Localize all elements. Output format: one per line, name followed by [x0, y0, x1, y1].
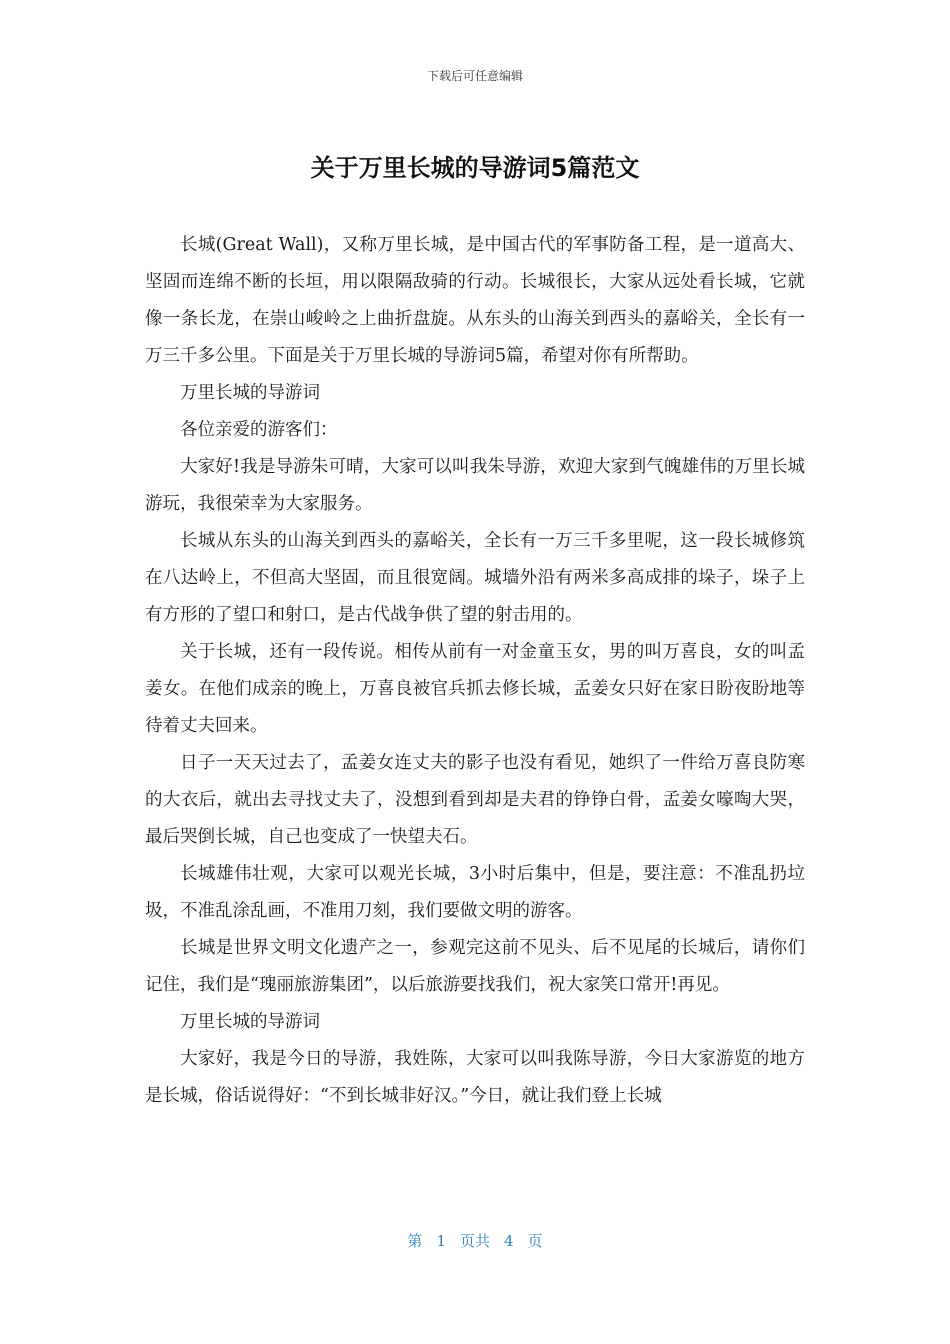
paragraph: 长城是世界文明文化遗产之一，参观完这前不见头、后不见尾的长城后，请你们记住，我们是“瑰丽旅游集团”，以后旅游要找我们，祝大家笑口常开!再见。: [145, 938, 805, 995]
page-label: 第: [407, 1232, 423, 1250]
paragraph: 长城从东头的山海关到西头的嘉峪关，全长有一万三千多里呢，这一段长城修筑在八达岭上，不但高大坚固，而且很宽阔。城墙外沿有两米多高成排的垛子，垛子上有方形的了望口和射口，是古代战争供了望的射击用的。: [145, 531, 805, 625]
paragraph: 日子一天天过去了，孟姜女连丈夫的影子也没有看见，她织了一件给万喜良防寒的大衣后，就出去寻找丈夫了，没想到看到却是夫君的铮铮白骨，孟姜女嚎啕大哭，最后哭倒长城，自己也变成了一快望夫石。: [145, 753, 805, 847]
paragraph: 大家好!我是导游朱可晴，大家可以叫我朱导游，欢迎大家到气魄雄伟的万里长城游玩，我很荣幸为大家服务。: [145, 457, 805, 514]
paragraph-intro: 长城(Great Wall)，又称万里长城，是中国古代的军事防备工程，是一道高大、坚固而连绵不断的长垣，用以限隔敌骑的行动。长城很长，大家从远处看长城，它就像一条长龙，在崇山峻岭之上曲折盘旋。从东头的山海关到西头的嘉峪关，全长有一万三千多公里。下面是关于万里长城的导游词5篇，希望对你有所帮助。: [145, 235, 805, 366]
document-title: 关于万里长城的导游词5篇范文: [310, 154, 640, 182]
paragraph-greeting: 各位亲爱的游客们：: [180, 420, 338, 440]
of-label: 页共: [459, 1232, 490, 1250]
paragraph: 关于长城，还有一段传说。相传从前有一对金童玉女，男的叫万喜良，女的叫孟姜女。在他们成亲的晚上，万喜良被官兵抓去修长城，孟姜女只好在家日盼夜盼地等待着丈夫回来。: [145, 642, 805, 736]
section-heading-2: 万里长城的导游词: [180, 1012, 320, 1032]
download-note: 下载后可任意编辑: [426, 69, 523, 83]
section-heading-1: 万里长城的导游词: [180, 383, 320, 403]
page-number: 1: [436, 1232, 446, 1250]
page-footer: [0, 1230, 950, 1251]
paragraph: 长城雄伟壮观，大家可以观光长城，3小时后集中，但是，要注意：不准乱扔垃圾，不准乱涂乱画，不准用刀刻，我们要做文明的游客。: [145, 864, 805, 921]
document-body: [145, 227, 805, 1115]
end-label: 页: [527, 1232, 543, 1250]
paragraph: 大家好，我是今日的导游，我姓陈，大家可以叫我陈导游，今日大家游览的地方是长城，俗话说得好：“不到长城非好汉。”今日，就让我们登上长城: [145, 1049, 805, 1106]
total-pages: 4: [504, 1232, 514, 1250]
